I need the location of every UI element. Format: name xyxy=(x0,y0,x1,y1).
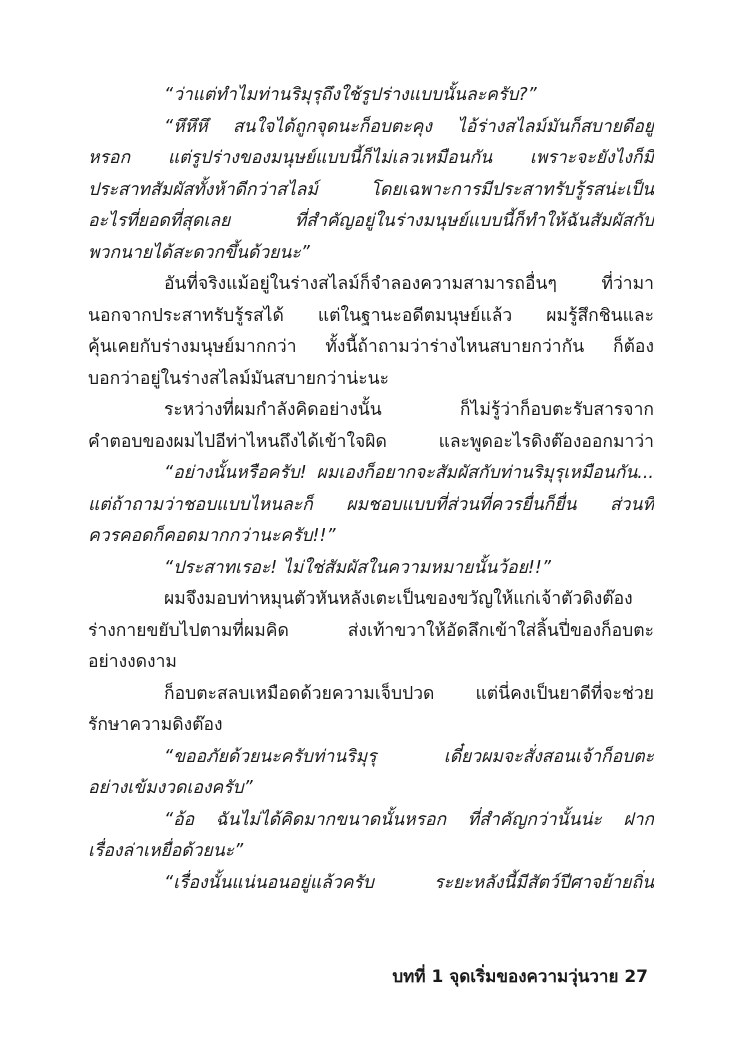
text-line: คุ้นเคยกับร่างมนุษย์มากกว่า ทั้งนี้ถ้าถามว่าร่างไหนสบายกว่ากัน ก็ต้อง xyxy=(88,337,654,357)
text-line: “ว่าแต่ทำไมท่านริมุรุถึงใช้รูปร่างแบบนั้นละครับ?” xyxy=(164,85,537,105)
text-line: ร่างกายขยับไปตามที่ผมคิด ส่งเท้าขวาให้อัดลึกเข้าใส่ลิ้นปี่ของก็อบตะ xyxy=(88,620,654,641)
text-line: ระหว่างที่ผมกำลังคิดอย่างนั้น ก็ไม่รู้ว่าก็อบตะรับสารจาก xyxy=(164,400,654,420)
text-line: หรอก แต่รูปร่างของมนุษย์แบบนี้ก็ไม่เลวเหมือนกัน เพราะจะยังไงก็มี xyxy=(88,148,654,168)
text-line: อันที่จริงแม้อยู่ในร่างสไลม์ก็จำลองความสามารถอื่นๆ ที่ว่ามา xyxy=(164,274,654,294)
text-line: คำตอบของผมไปอีท่าไหนถึงได้เข้าใจผิด และพูดอะไรดิงต๊องออกมาว่า xyxy=(88,431,654,452)
text-line: แต่ถ้าถามว่าชอบแบบไหนละก็ ผมชอบแบบที่ส่วนที่ควรยื่นก็ยื่น ส่วนที่ xyxy=(88,494,654,515)
text-line: ประสาทสัมผัสทั้งห้าดีกว่าสไลม์ โดยเฉพาะการมีประสาทรับรู้รสน่ะเป็น xyxy=(88,179,654,200)
text-line: ก็อบตะสลบเหมือดด้วยความเจ็บปวด แต่นี่คงเป็นยาดีที่จะช่วย xyxy=(164,683,654,704)
text-line: “อย่างนั้นหรือครับ! ผมเองก็อยากจะสัมผัสกับท่านริมุรุเหมือนกัน... xyxy=(164,463,654,483)
text-line: พวกนายได้สะดวกขึ้นด้วยนะ” xyxy=(88,242,310,263)
text-line: รักษาความดิงต๊อง xyxy=(88,715,223,735)
text-line: นอกจากประสาทรับรู้รสได้ แต่ในฐานะอดีตมนุษย์แล้ว ผมรู้สึกชินและ xyxy=(88,305,654,326)
page-footer: บทที่ 1 จุดเริ่มของความวุ่นวาย 27 xyxy=(392,967,648,987)
text-line: “อ้อ ฉันไม่ได้คิดมากขนาดนั้นหรอก ที่สำคัญกว่านั้นน่ะ ฝาก xyxy=(164,809,654,830)
text-line: “ประสาทเรอะ! ไม่ใช่สัมผัสในความหมายนั้นว้อย!!” xyxy=(164,557,551,578)
text-line: อะไรที่ยอดที่สุดเลย ที่สำคัญอยู่ในร่างมนุษย์แบบนี้ก็ทำให้ฉันสัมผัสกับ xyxy=(88,211,654,231)
text-line: เรื่องล่าเหยื่อด้วยนะ” xyxy=(88,841,244,861)
text-line: ควรคอดก็คอดมากกว่านะครับ!!” xyxy=(88,526,336,546)
text-line: อย่างเข้มงวดเองครับ” xyxy=(88,778,253,798)
body-text xyxy=(88,80,654,899)
text-line: บอกว่าอยู่ในร่างสไลม์มันสบายกว่าน่ะนะ xyxy=(88,368,389,389)
text-line: “ขออภัยด้วยนะครับท่านริมุรุ เดี๋ยวผมจะสั่งสอนเจ้าก็อบตะ xyxy=(164,746,654,767)
text-line: “เรื่องนั้นแน่นอนอยู่แล้วครับ ระยะหลังนี้มีสัตว์ปีศาจย้ายถิ่น xyxy=(164,872,654,893)
text-line: ผมจึงมอบท่าหมุนตัวหันหลังเตะเป็นของขวัญให้แก่เจ้าตัวดิงต๊อง xyxy=(164,589,633,609)
text-line: “หึหึหึ สนใจได้ถูกจุดนะก็อบตะคุง ไอ้ร่างสไลม์มันก็สบายดีอยู่ xyxy=(164,116,654,137)
text-line: อย่างงดงาม xyxy=(88,652,177,672)
